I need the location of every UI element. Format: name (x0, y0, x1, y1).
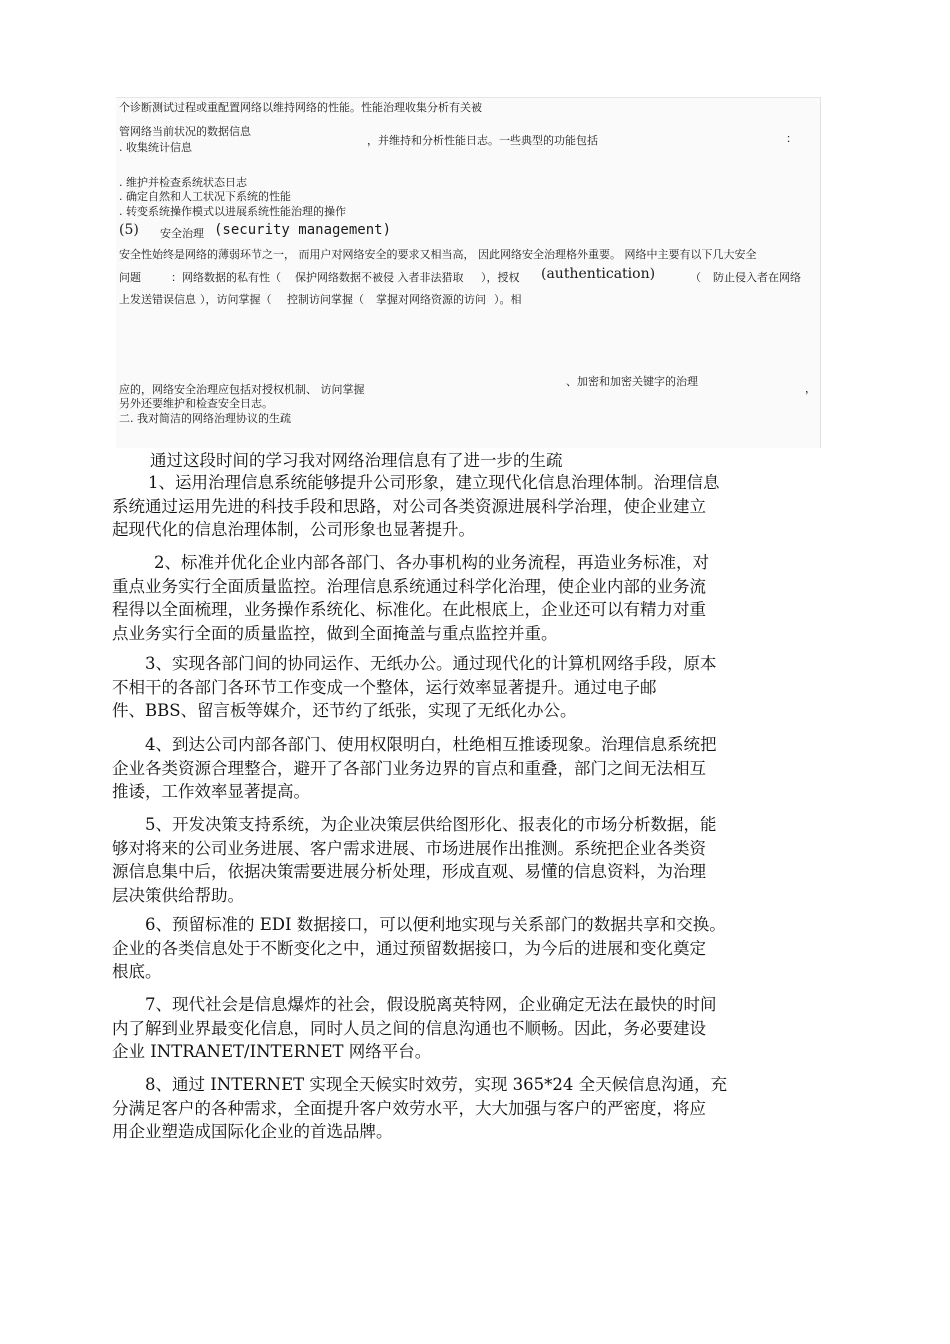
paragraph-line: 程得以全面梳理，业务操作系统化、标准化。在此根底上，企业还可以有精力对重 (112, 600, 706, 619)
upper-item-1: . 收集统计信息 (119, 141, 192, 154)
security-para-line-2d: ），授权 (481, 271, 520, 284)
upper-item-2: . 维护并检查系统状态日志 (119, 176, 247, 189)
upper-line-2b: ，并维持和分析性能日志。一些典型的功能包括 (367, 134, 598, 147)
security-summary-line-2: 另外还要维护和检查安全日志。 (119, 397, 273, 410)
intro-line: 通过这段时间的学习我对网络治理信息有了进一步的生疏 (150, 451, 563, 470)
paragraph-8 (112, 1073, 812, 1144)
paragraph-line: 重点业务实行全面质量监控。治理信息系统通过科学化治理，使企业内部的业务流 (112, 576, 706, 596)
paragraph-line: 推诿，工作效率显著提高。 (112, 782, 310, 801)
paragraph-6 (112, 913, 812, 984)
paragraph-line: 5、开发决策支持系统，为企业决策层供给图形化、报表化的市场分析数据，能 (145, 815, 717, 834)
paragraph-line: 8、通过 INTERNET 实现全天候实时效劳，实现 365*24 全天候信息沟通，充 (145, 1075, 728, 1094)
paragraph-line: 系统通过运用先进的科技手段和思路，对公司各类资源进展科学治理，使企业建立 (112, 496, 706, 516)
paragraph-line: 层决策供给帮助。 (112, 885, 244, 905)
security-para-line-3b: ），访问掌握（ (200, 293, 272, 306)
security-para-line-2f: （ (690, 271, 701, 284)
paragraph-1 (112, 471, 812, 542)
paragraph-line: 点业务实行全面的质量监控，做到全面掩盖与重点监控并重。 (112, 623, 558, 643)
paragraph-line: 2、标准并优化企业内部各部门、各办事机构的业务流程，再造业务标准，对 (154, 553, 709, 572)
paragraph-line: 7、现代社会是信息爆炸的社会，假设脱离英特网，企业确定无法在最快的时间 (145, 995, 717, 1014)
section-title-cn: 安全治理 (160, 227, 204, 240)
paragraph-4 (112, 733, 812, 804)
paragraph-line: 根底。 (112, 962, 162, 981)
security-para-line-3c: 控制访问掌握（ (287, 293, 364, 306)
upper-item-4: . 转变系统操作模式以进展系统性能治理的操作 (119, 205, 346, 218)
security-para-line-2a: 问题 (119, 271, 141, 284)
security-para-line-2g: 防止侵入者在网络 (713, 271, 801, 284)
upper-line-2a: 管网络当前状况的数据信息 (119, 125, 251, 138)
upper-line-1: 个诊断测试过程或重配置网络以维持网络的性能。性能治理收集分析有关被 (119, 101, 482, 114)
paragraph-line: 不相干的各部门各环节工作变成一个整体，运行效率显著提升。通过电子邮 (112, 677, 657, 697)
section-heading-2: 二. 我对简洁的网络治理协议的生疏 (119, 412, 291, 425)
security-para-line-2c: 保护网络数据不被侵 入者非法猎取 (295, 271, 464, 284)
paragraph-2 (112, 551, 812, 645)
section-number: (5) (119, 222, 139, 238)
security-para-line-3d: 掌握对网络资源的访问 (376, 293, 486, 306)
paragraph-line: 件、BBS、留言板等媒介，还节约了纸张，实现了无纸化办公。 (112, 701, 577, 720)
security-para-line-1: 安全性始终是网络的薄弱环节之一， 而用户对网络安全的要求又相当高， 因此网络安全治理格外重要。 网络中主要有以下几大安全 (119, 248, 757, 261)
upper-line-2c: ： (786, 132, 797, 145)
security-summary-comma: ， (805, 382, 816, 395)
paragraph-line: 内了解到业界最变化信息，同时人员之间的信息沟通也不顺畅。因此，务必要建设 (112, 1018, 706, 1038)
paragraph-line: 企业 INTRANET/INTERNET 网络平台。 (112, 1042, 432, 1061)
paragraph-line: 分满足客户的各种需求，全面提升客户效劳水平，大大加强与客户的严密度，将应 (112, 1098, 706, 1118)
security-para-line-3e: ）。相 (494, 293, 522, 306)
security-para-line-2b: ：网络数据的私有性（ (171, 271, 281, 284)
paragraph-line: 4、到达公司内部各部门、使用权限明白，杜绝相互推诿现象。治理信息系统把 (145, 735, 717, 754)
encryption-fragment: 、加密和加密关键字的治理 (566, 375, 698, 388)
paragraph-line: 1、运用治理信息系统能够提升公司形象，建立现代化信息治理体制。治理信息 (148, 473, 720, 492)
paragraph-line: 3、实现各部门间的协同运作、无纸办公。通过现代化的计算机网络手段，原本 (145, 654, 717, 673)
paragraph-3 (112, 652, 812, 723)
section-title-en: (security management) (214, 222, 392, 238)
security-para-line-3a: 上发送错误信息 (119, 293, 196, 306)
paragraph-line: 用企业塑造成国际化企业的首选品牌。 (112, 1122, 393, 1141)
paragraph-7 (112, 993, 812, 1064)
paragraph-line: 6、预留标准的 EDI 数据接口，可以便利地实现与关系部门的数据共享和交换。 (145, 915, 726, 934)
security-para-line-2e: (authentication) (541, 266, 656, 282)
paragraph-line: 企业的各类信息处于不断变化之中，通过预留数据接口，为今后的进展和变化奠定 (112, 938, 706, 958)
paragraph-line: 源信息集中后，依据决策需要进展分析处理，形成直观、易懂的信息资料，为治理 (112, 862, 706, 881)
paragraph-line: 企业各类资源合理整合，避开了各部门业务边界的盲点和重叠，部门之间无法相互 (112, 758, 706, 778)
paragraph-5 (112, 813, 812, 907)
upper-item-3: . 确定自然和人工状况下系统的性能 (119, 190, 291, 203)
paragraph-line: 够对将来的公司业务进展、客户需求进展、市场进展作出推测。系统把企业各类资 (112, 838, 706, 858)
security-summary-line-1: 应的，网络安全治理应包括对授权机制、 访问掌握 (119, 383, 365, 396)
paragraph-line: 起现代化的信息治理体制，公司形象也显著提升。 (112, 520, 475, 539)
